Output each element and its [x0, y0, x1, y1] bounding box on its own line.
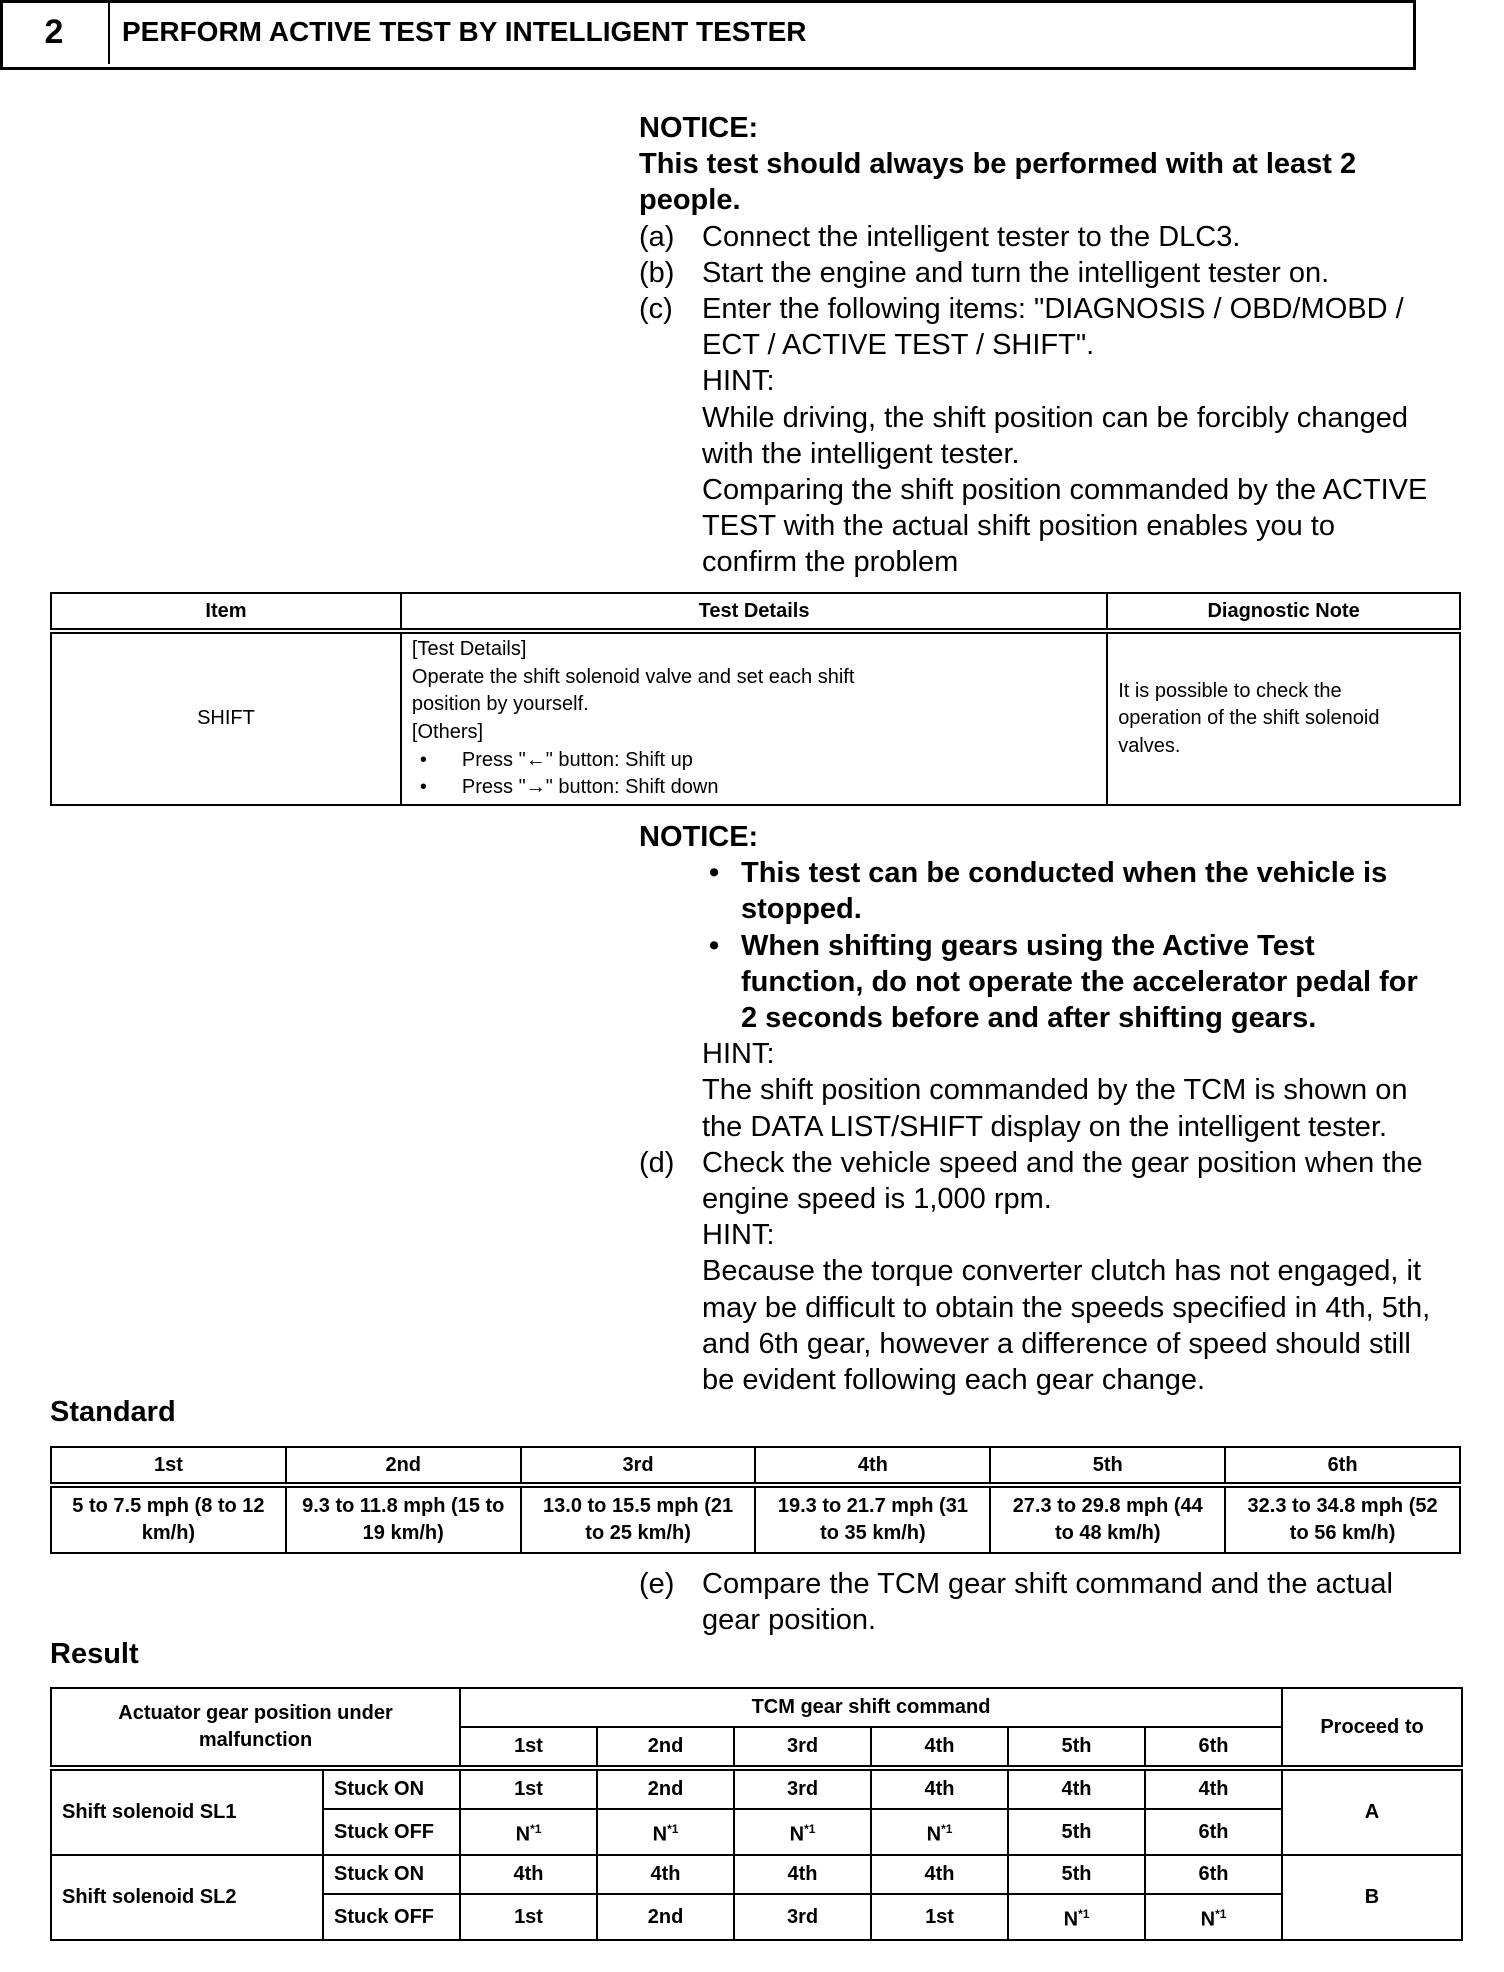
- result-cell: [1145, 1809, 1282, 1855]
- bullet-shift-down: • Press "→" button: Shift down: [412, 774, 1096, 802]
- result-cell: [597, 1768, 734, 1809]
- result-cell: [734, 1855, 871, 1894]
- step-e-line: Compare the TCM gear shift command and the actual: [702, 1568, 1393, 1600]
- table-header-row: [51, 1447, 1460, 1485]
- table-row: [51, 631, 1460, 805]
- details-label: [Test Details]: [411, 638, 527, 661]
- step-text: ECT / ACTIVE TEST / SHIFT".: [702, 329, 1095, 362]
- hint-text: and 6th gear, however a difference of speed should still: [702, 1327, 1411, 1360]
- bullet-icon: •: [709, 857, 720, 890]
- result-cell: [871, 1855, 1008, 1894]
- result-cell: [871, 1809, 1008, 1855]
- speed-cell: 32.3 to 34.8 mph (52 to 56 km/h): [1225, 1485, 1460, 1553]
- stuck-state: Stuck ON: [323, 1855, 460, 1894]
- table-header-row: [51, 1688, 1462, 1727]
- gear-value: 4th: [1061, 1778, 1092, 1800]
- step-label: (c): [639, 293, 673, 325]
- header-actuator: Actuator gear position under malfunction: [51, 1688, 460, 1768]
- hint-text: TEST with the actual shift position enables you to: [702, 510, 1335, 543]
- gear-header: 6th: [1145, 1727, 1282, 1768]
- speed-cell: 13.0 to 15.5 mph (21 to 25 km/h): [521, 1485, 756, 1553]
- gear-value: N: [652, 1823, 668, 1846]
- step-label: (a): [639, 220, 675, 253]
- gear-header: 2nd: [597, 1727, 734, 1768]
- gear-value: 4th: [1198, 1778, 1229, 1800]
- proceed-cell: B: [1282, 1855, 1462, 1940]
- result-table: [50, 1687, 1463, 1941]
- footnote-mark: *1: [941, 1821, 953, 1836]
- gear-value: 1st: [925, 1905, 954, 1928]
- hint-text: confirm the problem: [702, 546, 959, 579]
- gear-value: 4th: [650, 1863, 681, 1885]
- hint-label: HINT:: [702, 1038, 775, 1071]
- speed-cell: 27.3 to 29.8 mph (44 to 48 km/h): [990, 1485, 1225, 1553]
- gear-header: 1st: [460, 1727, 597, 1768]
- gear-value: 5th: [1061, 1863, 1092, 1885]
- procedure-block-2: [639, 819, 1469, 1409]
- header-command: TCM gear shift command: [460, 1688, 1282, 1727]
- header-item: Item: [51, 593, 401, 631]
- step-text: Check the vehicle speed and the gear position when the: [702, 1146, 1423, 1179]
- gear-value: 3rd: [786, 1778, 819, 1800]
- gear-value: 5th: [1061, 1820, 1092, 1843]
- gear-header: 6th: [1225, 1447, 1460, 1485]
- result-cell: [460, 1894, 597, 1940]
- hint-text: with the intelligent tester.: [702, 437, 1020, 470]
- step-text: engine speed is 1,000 rpm.: [702, 1183, 1052, 1215]
- gear-header: 5th: [990, 1447, 1225, 1485]
- header-proceed: Proceed to: [1282, 1688, 1462, 1768]
- step-title: PERFORM ACTIVE TEST BY INTELLIGENT TESTER: [122, 16, 807, 47]
- header-test-details: Test Details: [401, 593, 1107, 631]
- result-cell: [871, 1768, 1008, 1809]
- bullet-icon: •: [709, 929, 720, 962]
- hint-text: the DATA LIST/SHIFT display on the intelligent tester.: [702, 1110, 1388, 1143]
- notice-bullet-text: When shifting gears using the Active Test: [741, 929, 1315, 962]
- gear-value: 6th: [1198, 1820, 1229, 1843]
- table-row: [51, 1485, 1460, 1553]
- step-e-label: (e): [639, 1568, 675, 1600]
- gear-value: N: [1200, 1908, 1216, 1931]
- result-cell: [734, 1894, 871, 1940]
- step-text: Start the engine and turn the intelligent tester on.: [702, 256, 1330, 289]
- gear-value: 4th: [924, 1863, 955, 1885]
- procedure-block-1: [639, 110, 1469, 580]
- gear-value: N: [926, 1823, 942, 1846]
- result-cell: [871, 1894, 1008, 1940]
- gear-value: 4th: [513, 1863, 544, 1885]
- diagnostic-note-cell: [1107, 631, 1460, 805]
- step-text: Connect the intelligent tester to the DLC3.: [702, 220, 1241, 253]
- gear-value: 1st: [514, 1778, 543, 1800]
- table-header-row: [51, 593, 1460, 631]
- proceed-cell: A: [1282, 1768, 1462, 1855]
- footnote-mark: *1: [667, 1821, 679, 1836]
- step-label: (b): [639, 256, 675, 289]
- gear-header: 3rd: [734, 1727, 871, 1768]
- gear-header: 4th: [871, 1727, 1008, 1768]
- hint-text: The shift position commanded by the TCM is shown on: [702, 1074, 1408, 1107]
- result-cell: [597, 1855, 734, 1894]
- result-cell: [1008, 1809, 1145, 1855]
- result-cell: [734, 1809, 871, 1855]
- step-number: 2: [0, 0, 110, 64]
- table-row: [51, 1768, 1462, 1809]
- hint-label: HINT:: [702, 1219, 775, 1252]
- step-e: [639, 1566, 1469, 1646]
- result-cell: [597, 1894, 734, 1940]
- gear-value: 2nd: [647, 1778, 684, 1800]
- result-cell: [1145, 1894, 1282, 1940]
- gear-header: 1st: [51, 1447, 286, 1485]
- standard-table: [50, 1446, 1461, 1554]
- notice-text: This test should always be performed with at least 2: [639, 148, 1357, 181]
- speed-cell: 19.3 to 21.7 mph (31 to 35 km/h): [755, 1485, 990, 1553]
- gear-value: N: [515, 1823, 531, 1846]
- gear-value: 2nd: [647, 1905, 684, 1928]
- table-row: [51, 1855, 1462, 1894]
- notice-label: NOTICE:: [639, 821, 759, 853]
- footnote-mark: *1: [1215, 1906, 1227, 1921]
- result-cell: [1145, 1768, 1282, 1809]
- result-cell: [1145, 1855, 1282, 1894]
- speed-cell: 5 to 7.5 mph (8 to 12 km/h): [51, 1485, 286, 1553]
- item-cell: SHIFT: [51, 631, 401, 805]
- result-cell: [1008, 1894, 1145, 1940]
- gear-value: N: [1063, 1908, 1079, 1931]
- result-heading: Result: [50, 1638, 139, 1670]
- hint-text: may be difficult to obtain the speeds specified in 4th, 5th,: [702, 1291, 1431, 1324]
- note-text: It is possible to check the operation of the shift solenoid valves.: [1118, 679, 1380, 757]
- result-cell: [1008, 1855, 1145, 1894]
- notice-text: people.: [639, 184, 741, 217]
- footnote-mark: *1: [530, 1821, 542, 1836]
- hint-text: Comparing the shift position commanded by the ACTIVE: [702, 474, 1428, 506]
- result-cell: [460, 1809, 597, 1855]
- step-header: [0, 0, 1416, 70]
- notice-bullet-text: stopped.: [741, 893, 862, 926]
- solenoid-name: Shift solenoid SL2: [51, 1855, 323, 1940]
- notice-label: NOTICE:: [639, 112, 759, 144]
- standard-heading: Standard: [50, 1396, 176, 1428]
- stuck-state: Stuck ON: [323, 1768, 460, 1809]
- step-label: (d): [639, 1146, 675, 1179]
- gear-header: 4th: [755, 1447, 990, 1485]
- hint-text: Because the torque converter clutch has not engaged, it: [702, 1255, 1422, 1288]
- footnote-mark: *1: [1078, 1906, 1090, 1921]
- result-cell: [734, 1768, 871, 1809]
- hint-label: HINT:: [702, 365, 775, 398]
- gear-value: 1st: [514, 1905, 543, 1928]
- footnote-mark: *1: [804, 1821, 816, 1836]
- step-text: Enter the following items: "DIAGNOSIS / OBD/MOBD /: [702, 293, 1404, 325]
- gear-value: 3rd: [786, 1905, 819, 1928]
- gear-value: 4th: [924, 1778, 955, 1800]
- test-details-cell: [401, 631, 1107, 805]
- active-test-table: [50, 592, 1461, 806]
- gear-header: 5th: [1008, 1727, 1145, 1768]
- header-diagnostic-note: Diagnostic Note: [1107, 593, 1460, 631]
- speed-cell: 9.3 to 11.8 mph (15 to 19 km/h): [286, 1485, 521, 1553]
- solenoid-name: Shift solenoid SL1: [51, 1768, 323, 1855]
- stuck-state: Stuck OFF: [323, 1809, 460, 1855]
- step-e-line: gear position.: [702, 1604, 877, 1636]
- gear-header: 3rd: [521, 1447, 756, 1485]
- gear-value: N: [789, 1823, 805, 1846]
- notice-bullet-text: This test can be conducted when the vehicle is: [741, 857, 1388, 890]
- others-label: [Others]: [411, 721, 484, 743]
- gear-header: 2nd: [286, 1447, 521, 1485]
- notice-bullet-text: 2 seconds before and after shifting gears.: [741, 1002, 1317, 1034]
- details-text: Operate the shift solenoid valve and set each shift position by yourself.: [411, 665, 855, 716]
- result-cell: [597, 1809, 734, 1855]
- result-cell: [1008, 1768, 1145, 1809]
- notice-bullet-text: function, do not operate the accelerator pedal for: [741, 965, 1418, 998]
- hint-text: While driving, the shift position can be forcibly changed: [702, 401, 1409, 434]
- bullet-shift-up: • Press "←" button: Shift up: [412, 747, 1096, 775]
- result-cell: [460, 1855, 597, 1894]
- gear-value: 6th: [1198, 1863, 1229, 1885]
- hint-text: be evident following each gear change.: [702, 1364, 1206, 1396]
- gear-value: 4th: [787, 1863, 818, 1885]
- stuck-state: Stuck OFF: [323, 1894, 460, 1940]
- result-cell: [460, 1768, 597, 1809]
